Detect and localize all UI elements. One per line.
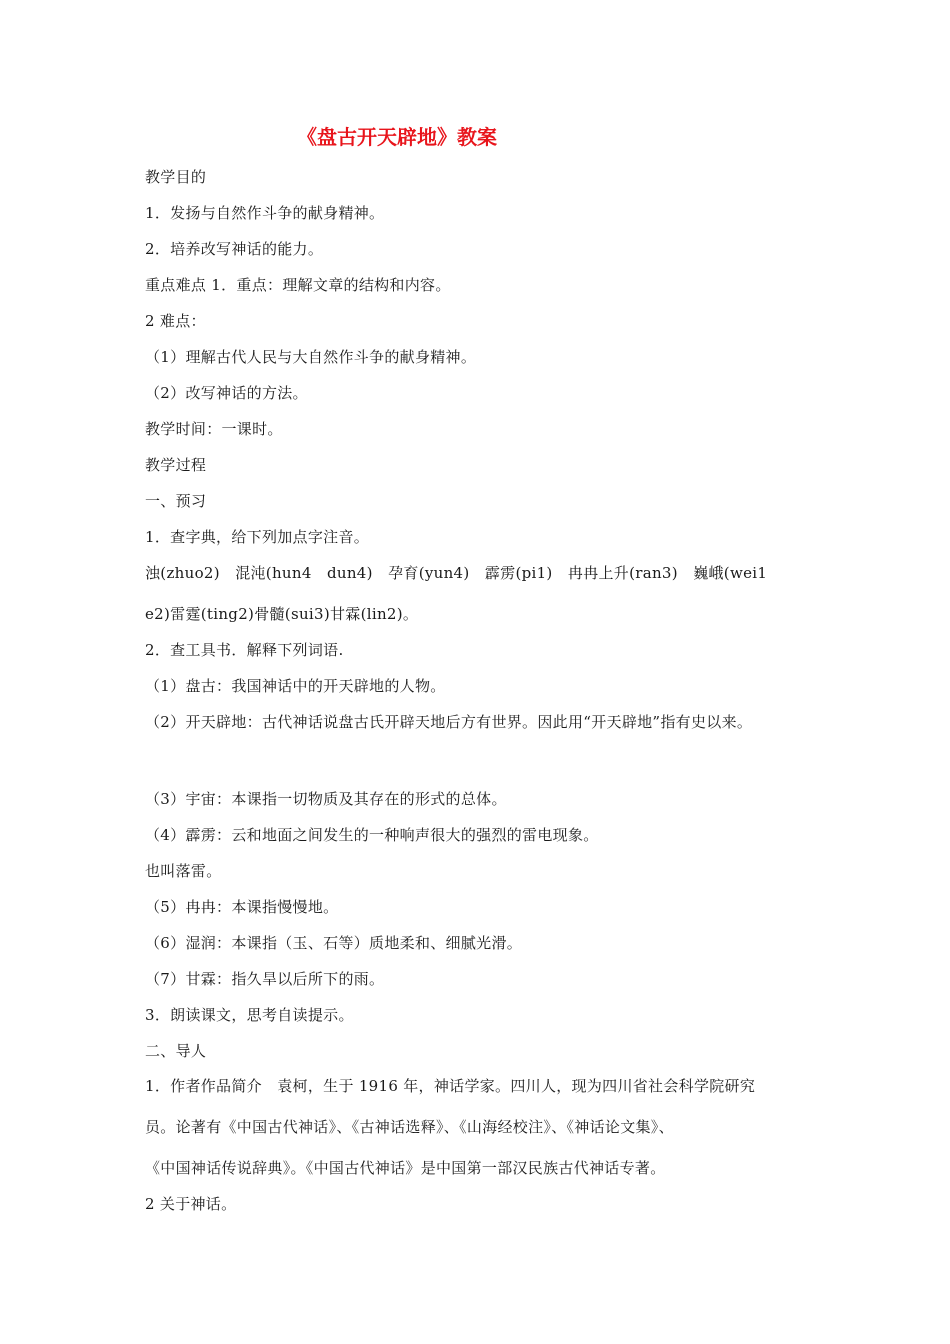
- definition-item: （5）冉冉：本课指慢慢地。: [145, 898, 339, 916]
- definition-continuation: 也叫落雷。: [145, 862, 222, 880]
- subsection-heading-preview: 一、预习: [145, 492, 207, 510]
- difficulty-item: （1）理解古代人民与大自然作斗争的献身精神。: [145, 348, 477, 366]
- definition-item: （7）甘霖：指久旱以后所下的雨。: [145, 970, 385, 988]
- pinyin-line: 浊(zhuo2) 混沌(hun4 dun4) 孕育(yun4) 霹雳(pi1) 冉冉上升(ran3) 巍峨(wei1: [145, 564, 768, 582]
- myth-heading: 2 关于神话。: [145, 1195, 237, 1213]
- definition-item: （2）开天辟地：古代神话说盘古氏开辟天地后方有世界。因此用“开天辟地”指有史以来。: [145, 713, 753, 731]
- author-intro-line: 1．作者作品简介 袁柯，生于 1916 年，神话学家。四川人，现为四川省社会科学院研究: [145, 1077, 756, 1095]
- definition-item: （3）宇宙：本课指一切物质及其存在的形式的总体。: [145, 790, 507, 808]
- definition-item: （1）盘古：我国神话中的开天辟地的人物。: [145, 677, 446, 695]
- section-heading-objectives: 教学目的: [145, 168, 207, 186]
- preview-item: 2．查工具书．解释下列词语.: [145, 641, 344, 659]
- difficulty-heading: 2 难点：: [145, 312, 206, 330]
- objective-item: 2．培养改写神话的能力。: [145, 240, 324, 258]
- author-intro-line: 员。论著有《中国古代神话》、《古神话选释》、《山海经校注》、《神话论文集》、: [145, 1118, 674, 1136]
- preview-item: 1．查字典，给下列加点字注音。: [145, 528, 370, 546]
- difficulty-item: （2）改写神话的方法。: [145, 384, 308, 402]
- preview-item: 3．朗读课文，思考自读提示。: [145, 1006, 354, 1024]
- key-points-line: 重点难点 1．重点：理解文章的结构和内容。: [145, 276, 451, 294]
- definition-item: （6）湿润：本课指（玉、石等）质地柔和、细腻光滑。: [145, 934, 523, 952]
- teaching-time: 教学时间：一课时。: [145, 420, 283, 438]
- objective-item: 1．发扬与自然作斗争的献身精神。: [145, 204, 385, 222]
- document-title: 《盘古开天辟地》教案: [297, 125, 497, 149]
- pinyin-line: e2)雷霆(ting2)骨髓(sui3)甘霖(lin2)。: [145, 605, 419, 623]
- subsection-heading-intro: 二、导人: [145, 1042, 207, 1060]
- author-intro-line: 《中国神话传说辞典》。《中国古代神话》是中国第一部汉民族古代神话专著。: [145, 1159, 666, 1177]
- definition-item: （4）霹雳：云和地面之间发生的一种响声很大的强烈的雷电现象。: [145, 826, 599, 844]
- section-heading-process: 教学过程: [145, 456, 207, 474]
